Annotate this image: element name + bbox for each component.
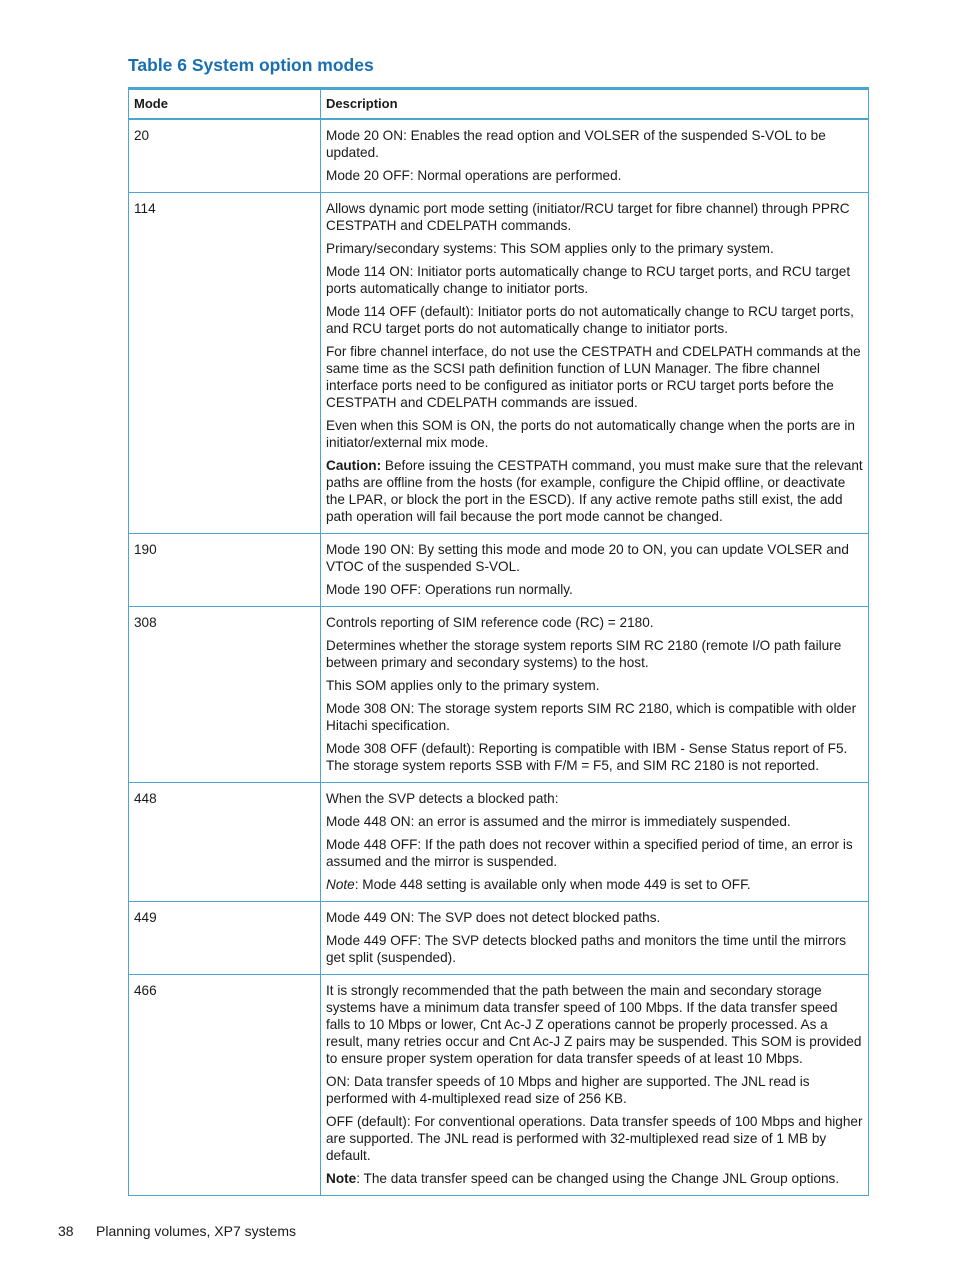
paragraph-text: Mode 190 OFF: Operations run normally. [326,582,573,597]
description-cell [321,534,869,607]
description-paragraph [326,167,863,184]
description-paragraph [326,932,863,966]
description-paragraph [326,303,863,337]
paragraph-text: Mode 114 OFF (default): Initiator ports do not automatically change to RCU target ports, and RCU target ports do not automatically change to initiator ports. [326,304,854,336]
description-paragraph [326,740,863,774]
paragraph-text: Mode 20 ON: Enables the read option and VOLSER of the suspended S-VOL to be updated. [326,128,826,160]
description-paragraph [326,982,863,1067]
paragraph-text: Mode 114 ON: Initiator ports automatically change to RCU target ports, and RCU target ports automatically change to initiator ports. [326,264,851,296]
paragraph-text: Even when this SOM is ON, the ports do not automatically change when the ports are in initiator/external mix mode. [326,418,855,450]
paragraph-text: Mode 190 ON: By setting this mode and mode 20 to ON, you can update VOLSER and VTOC of the suspended S-VOL. [326,542,849,574]
description-paragraph [326,343,863,411]
description-paragraph [326,127,863,161]
description-paragraph [326,417,863,451]
mode-cell: 20 [129,119,321,193]
emphasis-label: Caution: [326,458,382,473]
mode-cell: 449 [129,902,321,975]
description-paragraph [326,813,863,830]
page-number: 38 [58,1223,74,1239]
mode-cell: 190 [129,534,321,607]
note-label: Note [326,877,355,892]
paragraph-text: When the SVP detects a blocked path: [326,791,559,806]
paragraph-text: Mode 448 OFF: If the path does not recover within a specified period of time, an error is assumed and the mirror is suspended. [326,837,853,869]
description-paragraph [326,200,863,234]
mode-column-header: Mode [129,89,321,120]
description-paragraph [326,614,863,631]
description-cell [321,607,869,783]
description-paragraph [326,240,863,257]
table-row [129,783,869,902]
table-caption: Table 6 System option modes [128,55,374,75]
mode-cell: 308 [129,607,321,783]
description-paragraph [326,909,863,926]
table-header-row [129,89,869,120]
description-cell [321,975,869,1196]
description-paragraph [326,790,863,807]
description-paragraph [326,263,863,297]
system-option-modes-table [128,87,869,1196]
paragraph-text: Mode 20 OFF: Normal operations are performed. [326,168,622,183]
paragraph-text: Primary/secondary systems: This SOM applies only to the primary system. [326,241,774,256]
description-paragraph [326,581,863,598]
paragraph-text: : The data transfer speed can be changed using the Change JNL Group options. [356,1171,840,1186]
table-row [129,607,869,783]
table-row [129,119,869,193]
paragraph-text: Allows dynamic port mode setting (initiator/RCU target for fibre channel) through PPRC CESTPATH and CDELPATH commands. [326,201,850,233]
paragraph-text: Mode 449 ON: The SVP does not detect blocked paths. [326,910,661,925]
paragraph-text: Determines whether the storage system reports SIM RC 2180 (remote I/O path failure between primary and secondary systems) to the host. [326,638,842,670]
paragraph-text: Mode 448 ON: an error is assumed and the mirror is immediately suspended. [326,814,791,829]
paragraph-text: Mode 449 OFF: The SVP detects blocked paths and monitors the time until the mirrors get split (suspended). [326,933,847,965]
description-cell [321,119,869,193]
description-paragraph [326,836,863,870]
description-paragraph [326,1170,863,1187]
description-paragraph [326,700,863,734]
table-row [129,193,869,534]
paragraph-text: Controls reporting of SIM reference code (RC) = 2180. [326,615,654,630]
description-paragraph [326,1073,863,1107]
description-cell [321,193,869,534]
paragraph-text: Mode 308 OFF (default): Reporting is compatible with IBM - Sense Status report of F5. The storage system reports SSB with F/M = F5, and SIM RC 2180 is not reported. [326,741,848,773]
emphasis-label: Note [326,1171,357,1186]
mode-cell: 466 [129,975,321,1196]
table-row [129,534,869,607]
description-column-header: Description [321,89,869,120]
paragraph-text: ON: Data transfer speeds of 10 Mbps and higher are supported. The JNL read is performed with 4-multiplexed read size of 256 KB. [326,1074,810,1106]
description-paragraph [326,876,863,893]
table-body [129,119,869,1196]
paragraph-text: For fibre channel interface, do not use the CESTPATH and CDELPATH commands at the same time as the SCSI path definition function of LUN Manager. The fibre channel interface ports need to be configured as initiator ports or RCU target ports before the CESTPATH and CDELPATH commands are issued. [326,344,861,410]
description-paragraph [326,677,863,694]
footer-title: Planning volumes, XP7 systems [96,1223,296,1239]
paragraph-text: : Mode 448 setting is available only when mode 449 is set to OFF. [354,877,751,892]
description-cell [321,902,869,975]
table-row [129,902,869,975]
description-paragraph [326,1113,863,1164]
description-paragraph [326,457,863,525]
description-paragraph [326,541,863,575]
mode-cell: 114 [129,193,321,534]
table-row [129,975,869,1196]
page-footer [58,1223,296,1239]
paragraph-text: OFF (default): For conventional operations. Data transfer speeds of 100 Mbps and higher are supported. The JNL read is performed with 32-multiplexed read size of 1 MB by default. [326,1114,863,1163]
description-paragraph [326,637,863,671]
paragraph-text: Mode 308 ON: The storage system reports SIM RC 2180, which is compatible with older Hitachi specification. [326,701,857,733]
paragraph-text: Before issuing the CESTPATH command, you must make sure that the relevant paths are offline from the hosts (for example, configure the Chipid offline, or deactivate the LPAR, or block the port in the ESCD). If any active remote paths still exist, the add path operation will fail because the port mode cannot be changed. [326,458,863,524]
description-cell [321,783,869,902]
paragraph-text: It is strongly recommended that the path between the main and secondary storage systems have a minimum data transfer speed of 100 Mbps. If the data transfer speed falls to 10 Mbps or lower, Cnt Ac-J Z operations cannot be properly processed. As a result, many retries occur and Cnt Ac-J Z pairs may be suspended. This SOM is provided to ensure proper system operation for data transfer speeds of at least 10 Mbps. [326,983,862,1066]
paragraph-text: This SOM applies only to the primary system. [326,678,600,693]
mode-cell: 448 [129,783,321,902]
